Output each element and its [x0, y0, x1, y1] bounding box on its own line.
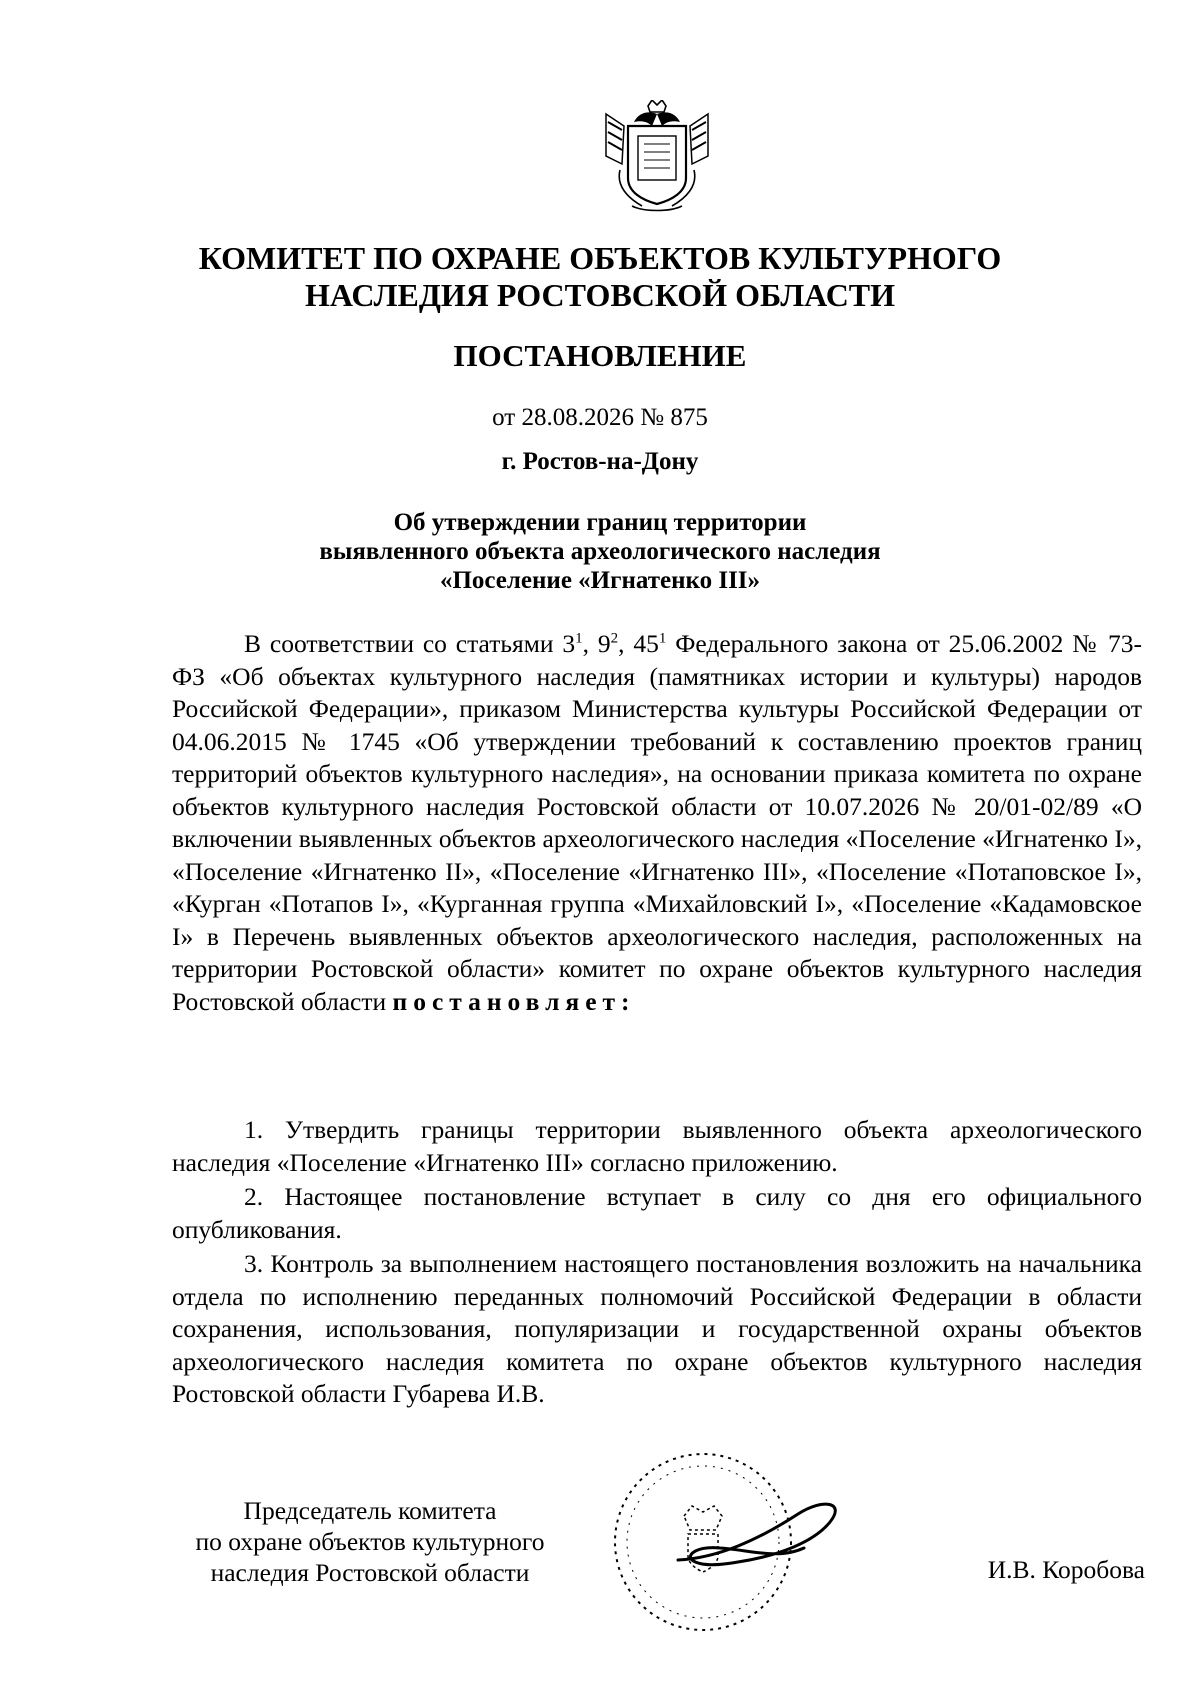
organization-name — [120, 240, 1080, 314]
decree-word: постановляет: — [392, 986, 636, 1016]
resolution-item: 1. Утвердить границы территории выявленного объекта археологического наследия «Поселение «Игнатенко III» согласно приложению. — [172, 1115, 1142, 1177]
preamble-paragraph — [172, 628, 1142, 1018]
resolution-item: 3. Контроль за выполнением настоящего постановления возложить на начальника отдела по исполнению переданных полномочий Российской Федерации в области сохранения, использования, популяризации и государственной охраны объектов археологического наследия комитета по охране объектов культурного наследия Ростовской области Губарева И.В. — [172, 1249, 1142, 1408]
preamble-text-2: , 9 — [582, 629, 611, 658]
superscript-2: 2 — [610, 630, 619, 647]
superscript-3: 1 — [658, 630, 667, 647]
preamble-text-1: В соответствии со статьями 3 — [244, 629, 576, 658]
document-type: ПОСТАНОВЛЕНИЕ — [453, 338, 747, 373]
org-line-1: КОМИТЕТ ПО ОХРАНЕ ОБЪЕКТОВ КУЛЬТУРНОГО — [198, 240, 1002, 276]
subject-line-3: «Поселение «Игнатенко III» — [439, 567, 761, 594]
signatory-title-line-3: наследия Ростовской области — [210, 1558, 530, 1587]
subject-line-2: выявленного объекта археологического наследия — [319, 538, 881, 565]
official-seal-icon — [608, 1430, 858, 1660]
coat-of-arms-icon — [598, 100, 716, 212]
signatory-title-line-1: Председатель комитета — [243, 1496, 497, 1525]
city: г. Ростов-на-Дону — [501, 448, 699, 475]
signatory-title-line-2: по охране объектов культурного — [195, 1527, 545, 1556]
org-line-2: НАСЛЕДИЯ РОСТОВСКОЙ ОБЛАСТИ — [304, 277, 896, 313]
signatory-name: И.В. Коробова — [987, 1555, 1145, 1584]
superscript-1: 1 — [575, 630, 583, 647]
date-number: от 28.08.2026 № 875 — [492, 404, 708, 431]
subject-line-1: Об утверждении границ территории — [393, 509, 807, 536]
resolution-items — [172, 1114, 1142, 1413]
subject-title — [120, 508, 1080, 595]
resolution-item: 2. Настоящее постановление вступает в силу со дня его официального опубликования. — [172, 1182, 1142, 1244]
preamble-text-4: Федерального закона от 25.06.2002 № 73-ФЗ «Об объектах культурного наследия (памятниках истории и культуры) народов Российской Федерации», приказом Министерства культуры Российской Федерации от 04.06.2015 № 1745 «Об утверждении требований к составлению проектов границ территорий объектов культурного наследия», на основании приказа комитета по охране объектов культурного наследия Ростовской области от 10.07.2026 № 20/01-02/89 «О включении выявленных объектов археологического наследия «Поселение «Игнатенко I», «Поселение «Игнатенко II», «Поселение «Игнатенко III», «Поселение «Потаповское I», «Курган «Потапов I», «Курганная группа «Михайловский I», «Поселение «Кадамовское I» в Перечень выявленных объектов археологического наследия, расположенных на территории Ростовской области» комитет по охране объектов культурного наследия Ростовской области — [172, 629, 1143, 1016]
preamble-text-3: , 45 — [618, 629, 659, 658]
signatory-title — [160, 1495, 580, 1588]
